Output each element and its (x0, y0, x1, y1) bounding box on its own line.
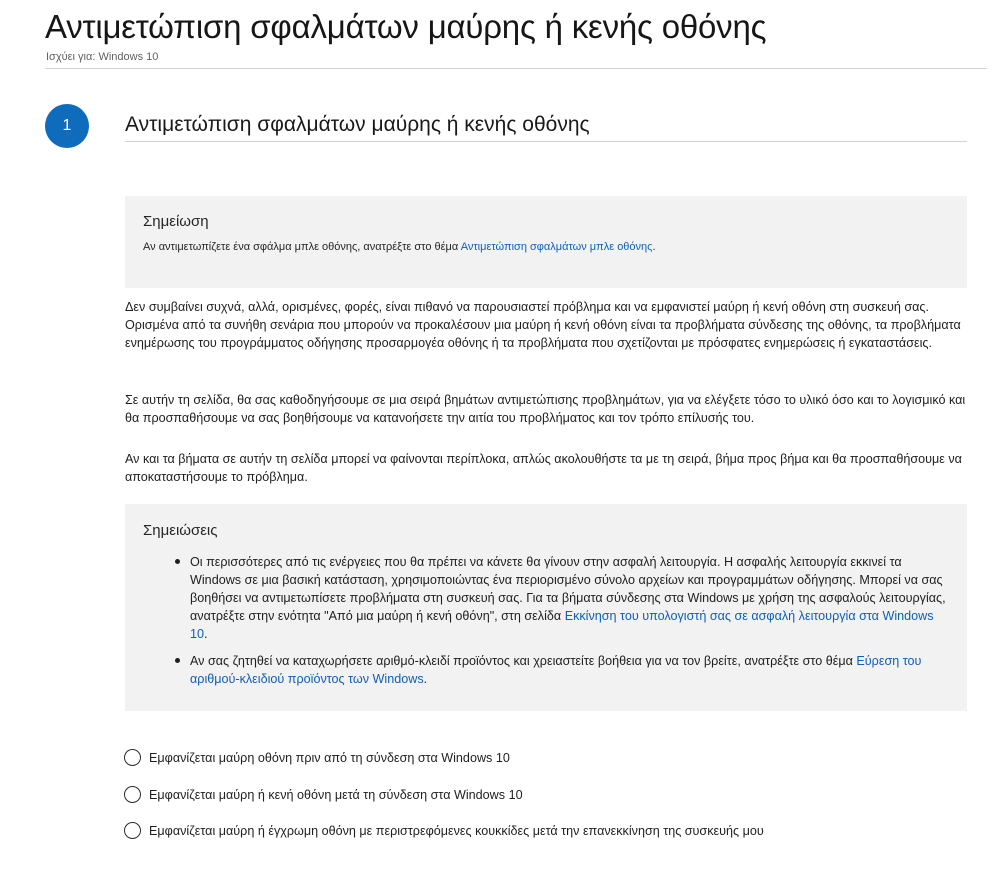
notes-list-item (190, 652, 949, 688)
notes-list (143, 553, 949, 688)
note-title: Σημείωση (143, 213, 209, 230)
note-text (143, 241, 949, 253)
title-divider (45, 68, 987, 69)
option-before-sign-in[interactable] (124, 749, 510, 766)
steps-paragraph: Αν και τα βήματα σε αυτήν τη σελίδα μπορεί να φαίνονται περίπλοκα, απλώς ακολουθήστε τα με τη σειρά, βήμα προς βήμα και θα προσπαθήσουμε να αποκαταστήσουμε το πρόβλημα. (125, 452, 962, 484)
step-heading: Αντιμετώπιση σφαλμάτων μαύρης ή κενής οθόνης (125, 113, 590, 136)
notes-title: Σημειώσεις (143, 522, 218, 539)
note-text-before: Αν αντιμετωπίζετε ένα σφάλμα μπλε οθόνης, ανατρέξτε στο θέμα (143, 241, 461, 253)
bullet-icon (175, 559, 180, 564)
product-key-note-text: Αν σας ζητηθεί να καταχωρήσετε αριθμό-κλειδί προϊόντος και χρειαστείτε βοήθεια για να τον βρείτε, ανατρέξτε στο θέμα (190, 654, 857, 668)
page-title: Αντιμετώπιση σφαλμάτων μαύρης ή κενής οθόνης (45, 8, 767, 45)
blue-screen-troubleshoot-link[interactable]: Αντιμετώπιση σφαλμάτων μπλε οθόνης (460, 241, 653, 253)
guidance-paragraph: Σε αυτήν τη σελίδα, θα σας καθοδηγήσουμε σε μια σειρά βημάτων αντιμετώπισης προβλημάτων, για να ελέγξετε τόσο το υλικό όσο και το λογισμικό και θα προσπαθήσουμε να σας βοηθήσουμε να κατανοήσετε την αιτία του προβλήματος και τον τρόπο επίλυσής του. (125, 393, 966, 425)
notes-list-item (190, 553, 949, 643)
product-key-note-after: . (423, 672, 428, 686)
safe-mode-link[interactable]: Εκκίνηση του υπολογιστή σας σε ασφαλή λειτουργία στα Windows 10 (190, 609, 934, 641)
applies-to-label: Ισχύει για: Windows 10 (46, 51, 159, 63)
option-label: Εμφανίζεται μαύρη ή κενή οθόνη μετά τη σύνδεση στα Windows 10 (149, 787, 523, 802)
radio-button[interactable] (124, 822, 141, 839)
bullet-icon (175, 658, 180, 663)
step-number-badge: 1 (45, 104, 89, 148)
safe-mode-note-after: . (204, 627, 208, 641)
option-after-sign-in[interactable] (124, 786, 523, 803)
step-divider (125, 141, 967, 142)
option-spinning-dots[interactable] (124, 822, 764, 839)
note-text-after: . (652, 241, 656, 253)
radio-button[interactable] (124, 749, 141, 766)
safe-mode-note-text: Οι περισσότερες από τις ενέργειες που θα πρέπει να κάνετε θα γίνουν στην ασφαλή λειτουργία. Η ασφαλής λειτουργία εκκινεί τα Windows σε μια βασική κατάσταση, χρησιμοποιώντας ένα περιορισμένο σύνολο αρχείων και προγραμμάτων οδήγησης. Μπορεί να σας βοηθήσει να αντιμετωπίσετε προβλήματα στη συσκευή σας. Για τα βήματα σύνδεσης στα Windows με χρήση της ασφαλούς λειτουργίας, ανατρέξτε στην ενότητα "Από μια μαύρη ή κενή οθόνη", στη σελίδα (190, 555, 946, 623)
notes-box (125, 504, 967, 711)
intro-paragraph: Δεν συμβαίνει συχνά, αλλά, ορισμένες, φορές, είναι πιθανό να παρουσιαστεί πρόβλημα και να εμφανιστεί μαύρη ή κενή οθόνη στη συσκευή σας. Ορισμένα από τα συνήθη σενάρια που μπορούν να προκαλέσουν μια μαύρη ή κενή οθόνη είναι τα προβλήματα σύνδεσης της οθόνης, τα προβλήματα ενημέρωσης του προγράμματος οδήγησης προσαρμογέα οθόνης ή τα προβλήματα που σχετίζονται με πρόσφατες ενημερώσεις ή εγκαταστάσεις. (125, 300, 961, 350)
radio-button[interactable] (124, 786, 141, 803)
product-key-link[interactable]: Εύρεση του αριθμού-κλειδιού προϊόντος των Windows (190, 654, 922, 686)
option-label: Εμφανίζεται μαύρη ή έγχρωμη οθόνη με περιστρεφόμενες κουκκίδες μετά την επανεκκίνηση της συσκευής μου (149, 823, 764, 838)
option-label: Εμφανίζεται μαύρη οθόνη πριν από τη σύνδεση στα Windows 10 (149, 750, 510, 765)
note-box (125, 196, 967, 288)
